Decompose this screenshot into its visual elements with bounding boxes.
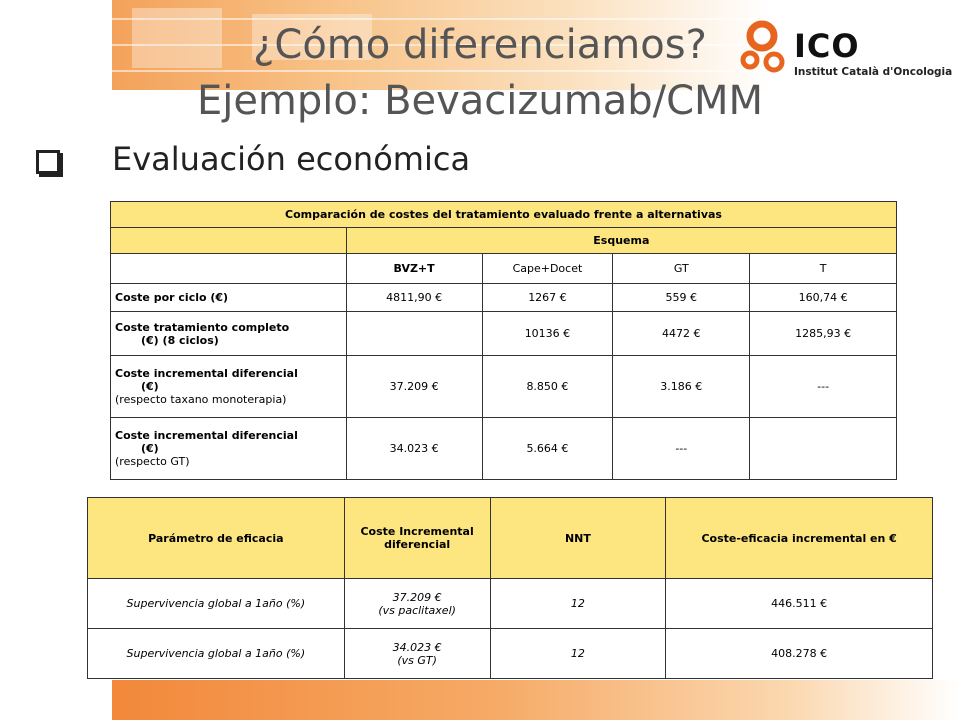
table-cell	[344, 629, 490, 679]
table-cell: 12	[490, 579, 666, 629]
cost-value: 37.209 €	[392, 590, 442, 604]
table-cell: ---	[613, 418, 750, 480]
row-label-text: Coste incremental diferencial	[115, 429, 298, 442]
table-cell: 34.023 €	[346, 418, 482, 480]
table-cell	[750, 418, 897, 480]
row-label-text: Coste por ciclo (€)	[115, 291, 229, 304]
table-cell: 8.850 €	[482, 356, 613, 418]
banner-decor-line	[112, 70, 772, 72]
table-cell	[344, 579, 490, 629]
costs-table-title: Comparación de costes del tratamiento evaluado frente a alternativas	[111, 202, 897, 228]
section-heading: Evaluación económica	[112, 140, 471, 178]
costs-comparison-table	[110, 201, 897, 480]
cost-value: 34.023 €	[392, 640, 442, 654]
row-label-continuation: (€) (8 ciclos)	[141, 333, 219, 347]
table-cell: 1267 €	[482, 284, 613, 312]
table-row	[111, 418, 897, 480]
table-row	[88, 629, 933, 679]
scheme-header: Esquema	[346, 228, 896, 254]
cost-note: (vs paclitaxel)	[378, 603, 456, 617]
ico-logo	[794, 27, 953, 78]
table-cell: 446.511 €	[666, 579, 933, 629]
table-cell: Supervivencia global a 1año (%)	[88, 579, 345, 629]
table-cell: 4472 €	[613, 312, 750, 356]
logo-name: ICO	[794, 27, 860, 65]
row-label	[111, 356, 347, 418]
row-label	[111, 418, 347, 480]
table-cell: ---	[750, 356, 897, 418]
table-cell: 3.186 €	[613, 356, 750, 418]
checkbox-bullet-icon	[36, 150, 60, 174]
column-header: Parámetro de eficacia	[88, 498, 345, 579]
table-cell: 408.278 €	[666, 629, 933, 679]
row-label-continuation: (€)	[141, 380, 159, 393]
footer-banner	[112, 680, 960, 720]
row-label-continuation: (€)	[141, 442, 159, 455]
efficacy-table	[87, 497, 933, 679]
column-header: Cape+Docet	[482, 254, 613, 284]
row-label	[111, 312, 347, 356]
row-label-text: Coste incremental diferencial	[115, 367, 298, 380]
table-row	[111, 356, 897, 418]
row-label-note: (respecto GT)	[115, 455, 190, 468]
table-row	[111, 312, 897, 356]
table-cell: 559 €	[613, 284, 750, 312]
table-cell: 1285,93 €	[750, 312, 897, 356]
column-header: Coste Incremental diferencial	[344, 498, 490, 579]
row-label-note: (respecto taxano monoterapia)	[115, 393, 287, 406]
table-cell: 5.664 €	[482, 418, 613, 480]
table-cell	[346, 312, 482, 356]
table-cell: 10136 €	[482, 312, 613, 356]
column-header: Coste-eficacia incremental en €	[666, 498, 933, 579]
table-empty-cell	[111, 254, 347, 284]
table-cell: 160,74 €	[750, 284, 897, 312]
slide-title-line2: Ejemplo: Bevacizumab/CMM	[196, 78, 764, 124]
slide-title-line1: ¿Cómo diferenciamos?	[253, 22, 707, 68]
table-row	[88, 579, 933, 629]
row-label	[111, 284, 347, 312]
column-header: NNT	[490, 498, 666, 579]
table-cell: Supervivencia global a 1año (%)	[88, 629, 345, 679]
row-label-text: Coste tratamiento completo	[115, 320, 290, 334]
column-header: BVZ+T	[346, 254, 482, 284]
table-row	[111, 284, 897, 312]
table-cell: 4811,90 €	[346, 284, 482, 312]
table-cell: 12	[490, 629, 666, 679]
column-header: T	[750, 254, 897, 284]
ico-logo-icon	[743, 24, 782, 70]
cost-note: (vs GT)	[397, 653, 437, 667]
logo-subtitle: Institut Català d'Oncologia	[794, 66, 953, 78]
table-empty-cell	[111, 228, 347, 254]
column-header: GT	[613, 254, 750, 284]
table-cell: 37.209 €	[346, 356, 482, 418]
